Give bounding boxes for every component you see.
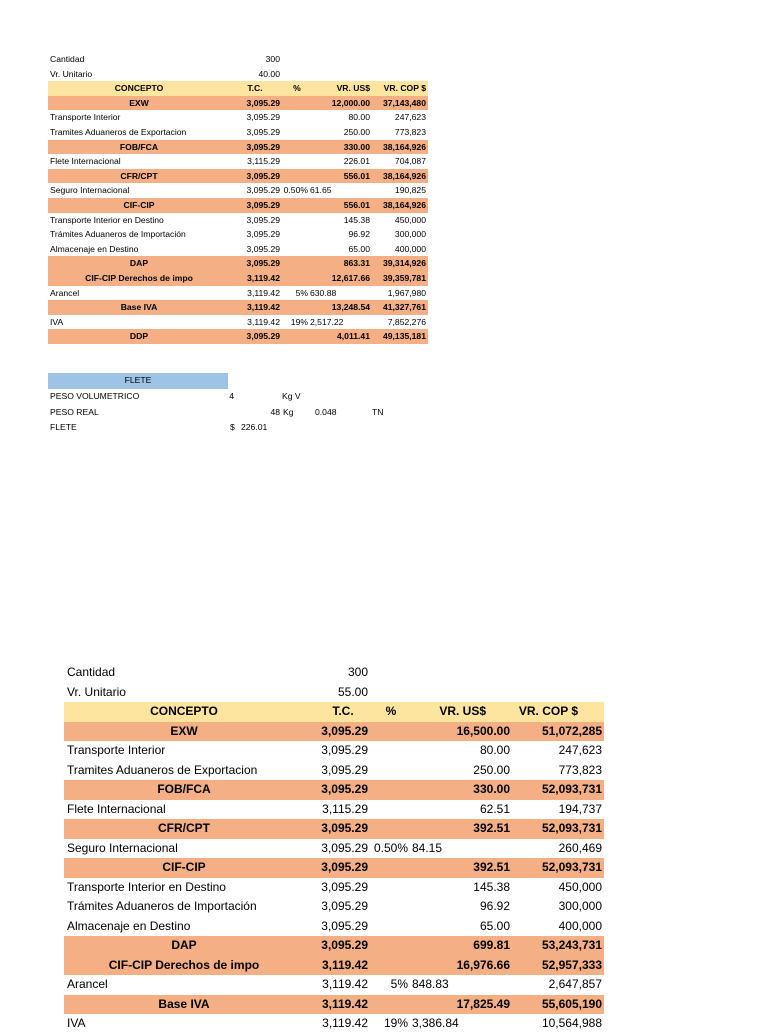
header-tc: T.C.	[247, 83, 263, 94]
row-cop: 52,093,731	[541, 860, 602, 874]
row-tc: 3,095.29	[321, 723, 368, 738]
peso-real-value: 48	[270, 406, 280, 417]
row-cop: 1,967,980	[387, 287, 426, 298]
row-cop: 51,072,285	[541, 723, 602, 738]
row-concepto: DAP	[171, 938, 197, 952]
peso-real-tn-value: 0.048	[315, 406, 337, 417]
row-tc: 3,115.29	[247, 156, 280, 167]
row-cop: 7,852,276	[387, 316, 426, 327]
row-usd: 65.00	[479, 918, 510, 933]
row-usd: 96.92	[479, 899, 510, 913]
row-tc: 3,095.29	[321, 782, 368, 796]
row-concepto: Almacenaje en Destino	[67, 918, 191, 933]
row-concepto: Transporte Interior	[50, 112, 121, 123]
row-concepto: EXW	[170, 723, 198, 738]
row-concepto: Arancel	[50, 287, 80, 298]
row-tc: 3,095.29	[246, 331, 280, 342]
row-usd: 250.00	[473, 762, 510, 777]
row-tc: 3,095.29	[321, 899, 368, 913]
row-concepto: Flete Internacional	[67, 801, 166, 816]
header-concepto: CONCEPTO	[114, 83, 164, 94]
flete-title: FLETE	[124, 375, 152, 385]
row-cop: 190,825	[394, 185, 426, 196]
row-cop: 52,093,731	[541, 782, 602, 796]
row-concepto: CIF-CIP Derechos de impo	[108, 957, 260, 972]
row-usd: 62.51	[479, 801, 510, 816]
row-cop: 400,000	[394, 243, 426, 254]
row-cop: 55,605,190	[541, 996, 602, 1011]
row-usd: 392.51	[473, 821, 510, 835]
row-cop: 39,314,926	[382, 258, 426, 269]
vr-unitario-label: Vr. Unitario	[67, 684, 126, 699]
row-cop: 37,143,480	[382, 97, 426, 108]
row-pct: 5%	[390, 977, 408, 991]
row-tc: 3,119.42	[322, 1016, 368, 1030]
peso-volumetrico-unit: Kg V	[282, 390, 301, 401]
row-cop: 247,623	[394, 112, 426, 123]
row-usd: 96.92	[348, 229, 370, 240]
flete-value: 226.01	[241, 422, 268, 433]
header-cop: VR. COP $	[518, 704, 578, 718]
row-usd: 16,976.66	[456, 957, 510, 972]
header-cop: VR. COP $	[383, 83, 426, 94]
row-tc: 3,095.29	[321, 860, 368, 874]
row-pct: 19%	[290, 316, 308, 327]
row-cop: 194,737	[558, 801, 602, 816]
vr-unitario-value: 55.00	[337, 684, 368, 699]
row-concepto: Tramites Aduaneros de Exportacion	[67, 762, 258, 777]
row-concepto: Seguro Internacional	[50, 185, 130, 196]
row-pct: 0.50%	[373, 840, 408, 855]
row-concepto: CIF-CIP	[162, 860, 206, 874]
row-cop: 450,000	[558, 879, 602, 894]
row-tc: 3,095.29	[321, 938, 368, 952]
flete-currency: $	[230, 422, 235, 433]
row-tc: 3,095.29	[246, 127, 280, 137]
row-usd: 848.83	[412, 977, 449, 991]
row-tc: 3,095.29	[246, 200, 280, 210]
row-concepto: Trámites Aduaneros de Importación	[67, 899, 257, 913]
row-pct: 0.50%	[283, 185, 308, 196]
header-pct: %	[385, 704, 397, 718]
row-tc: 3,119.42	[247, 302, 280, 313]
row-cop: 52,957,333	[541, 957, 602, 972]
row-usd: 226.01	[343, 156, 370, 167]
row-concepto: Base IVA	[158, 996, 210, 1011]
row-tc: 3,095.29	[246, 229, 280, 240]
cantidad-label: Cantidad	[67, 665, 116, 679]
row-usd: 250.00	[343, 127, 370, 137]
row-concepto: EXW	[129, 97, 149, 108]
row-concepto: CIF-CIP Derechos de impo	[85, 273, 193, 283]
row-cop: 39,359,781	[382, 273, 426, 283]
row-concepto: FOB/FCA	[119, 141, 159, 152]
row-cop: 41,327,761	[382, 302, 426, 313]
row-cop: 247,623	[558, 743, 602, 757]
row-cop: 49,135,181	[382, 331, 426, 342]
row-cop: 38,164,926	[382, 200, 426, 210]
row-cop: 450,000	[394, 214, 426, 225]
row-cop: 38,164,926	[382, 141, 426, 152]
cantidad-value: 300	[265, 54, 280, 64]
row-tc: 3,095.29	[246, 214, 280, 225]
row-cop: 260,469	[558, 840, 602, 855]
row-usd: 556.01	[343, 200, 370, 210]
row-usd: 12,000.00	[331, 97, 370, 108]
row-concepto: Seguro Internacional	[67, 840, 178, 855]
row-cop: 52,093,731	[541, 821, 602, 835]
row-cop: 38,164,926	[382, 170, 426, 181]
row-cop: 773,823	[394, 127, 426, 137]
row-concepto: Transporte Interior	[67, 743, 166, 757]
row-usd: 330.00	[473, 782, 510, 796]
row-cop: 400,000	[558, 918, 602, 933]
row-usd: 630.88	[310, 287, 337, 298]
cantidad-value: 300	[347, 665, 368, 679]
row-cop: 300,000	[558, 899, 602, 913]
row-cop: 300,000	[394, 229, 426, 240]
peso-volumetrico-label: PESO VOLUMETRICO	[50, 390, 140, 401]
row-concepto: Transporte Interior en Destino	[67, 879, 226, 894]
row-tc: 3,095.29	[321, 743, 368, 757]
row-usd: 392.51	[473, 860, 510, 874]
row-usd: 61.65	[310, 185, 332, 196]
row-concepto: Arancel	[67, 977, 108, 991]
row-usd: 330.00	[343, 141, 370, 152]
row-tc: 3,095.29	[246, 258, 280, 269]
row-concepto: Tramites Aduaneros de Exportacion	[50, 127, 187, 137]
row-usd: 863.31	[343, 258, 370, 269]
row-concepto: DDP	[129, 331, 149, 342]
row-tc: 3,095.29	[321, 918, 368, 933]
row-usd: 556.01	[343, 170, 370, 181]
row-usd: 3,386.84	[412, 1016, 459, 1030]
row-pct: 19%	[383, 1016, 408, 1030]
row-cop: 2,647,857	[548, 977, 602, 991]
row-usd: 2,517.22	[310, 316, 344, 327]
row-cop: 10,564,988	[541, 1016, 602, 1030]
row-usd: 80.00	[479, 743, 510, 757]
row-tc: 3,119.42	[321, 996, 368, 1011]
row-cop: 53,243,731	[541, 938, 602, 952]
header-tc: T.C.	[332, 704, 354, 718]
peso-volumetrico-value: 4	[229, 390, 234, 401]
row-tc: 3,115.29	[322, 801, 368, 816]
row-tc: 3,095.29	[246, 170, 280, 181]
row-tc: 3,095.29	[321, 762, 368, 777]
row-concepto: Transporte Interior en Destino	[50, 214, 164, 225]
row-tc: 3,119.42	[321, 957, 368, 972]
flete-label: FLETE	[50, 422, 77, 433]
row-tc: 3,119.42	[247, 273, 280, 283]
row-concepto: FOB/FCA	[157, 782, 211, 796]
header-usd: VR. US$	[336, 83, 370, 94]
row-cop: 773,823	[558, 762, 602, 777]
header-concepto: CONCEPTO	[150, 704, 218, 718]
row-usd: 17,825.49	[456, 996, 510, 1011]
row-tc: 3,095.29	[246, 141, 280, 152]
header-usd: VR. US$	[439, 704, 486, 718]
row-tc: 3,095.29	[246, 97, 280, 108]
row-pct: 5%	[295, 287, 308, 298]
peso-real-tn-unit: TN	[372, 406, 384, 417]
row-tc: 3,095.29	[321, 821, 368, 835]
row-usd: 145.38	[473, 879, 510, 894]
row-tc: 3,119.42	[247, 316, 280, 327]
vr-unitario-label: Vr. Unitario	[50, 68, 93, 79]
row-usd: 4,011.41	[337, 331, 370, 342]
row-concepto: IVA	[50, 316, 64, 327]
row-concepto: CFR/CPT	[120, 170, 158, 181]
row-usd: 699.81	[473, 938, 510, 952]
row-concepto: IVA	[67, 1016, 86, 1030]
row-tc: 3,095.29	[246, 112, 280, 123]
row-usd: 13,248.54	[331, 302, 370, 313]
row-usd: 84.15	[412, 840, 443, 855]
row-concepto: Almacenaje en Destino	[50, 243, 139, 254]
row-tc: 3,119.42	[322, 977, 368, 991]
row-tc: 3,095.29	[321, 879, 368, 894]
row-usd: 80.00	[348, 112, 370, 123]
row-tc: 3,095.29	[321, 840, 368, 855]
row-concepto: CFR/CPT	[158, 821, 210, 835]
row-usd: 65.00	[348, 243, 370, 254]
vr-unitario-value: 40.00	[258, 68, 280, 79]
peso-real-label: PESO REAL	[50, 406, 99, 417]
row-usd: 145.38	[343, 214, 370, 225]
header-pct: %	[293, 83, 301, 94]
row-concepto: Base IVA	[120, 302, 158, 313]
row-usd: 16,500.00	[456, 723, 510, 738]
row-concepto: Flete Internacional	[50, 156, 121, 167]
row-usd: 12,617.66	[331, 273, 370, 283]
row-tc: 3,095.29	[246, 243, 280, 254]
row-concepto: Trámites Aduaneros de Importación	[50, 229, 186, 240]
row-concepto: DAP	[129, 258, 149, 269]
cantidad-label: Cantidad	[50, 54, 85, 64]
row-tc: 3,119.42	[247, 287, 280, 298]
row-tc: 3,095.29	[246, 185, 280, 196]
peso-real-unit: Kg	[283, 406, 294, 417]
row-cop: 704,087	[394, 156, 426, 167]
row-concepto: CIF-CIP	[123, 200, 155, 210]
